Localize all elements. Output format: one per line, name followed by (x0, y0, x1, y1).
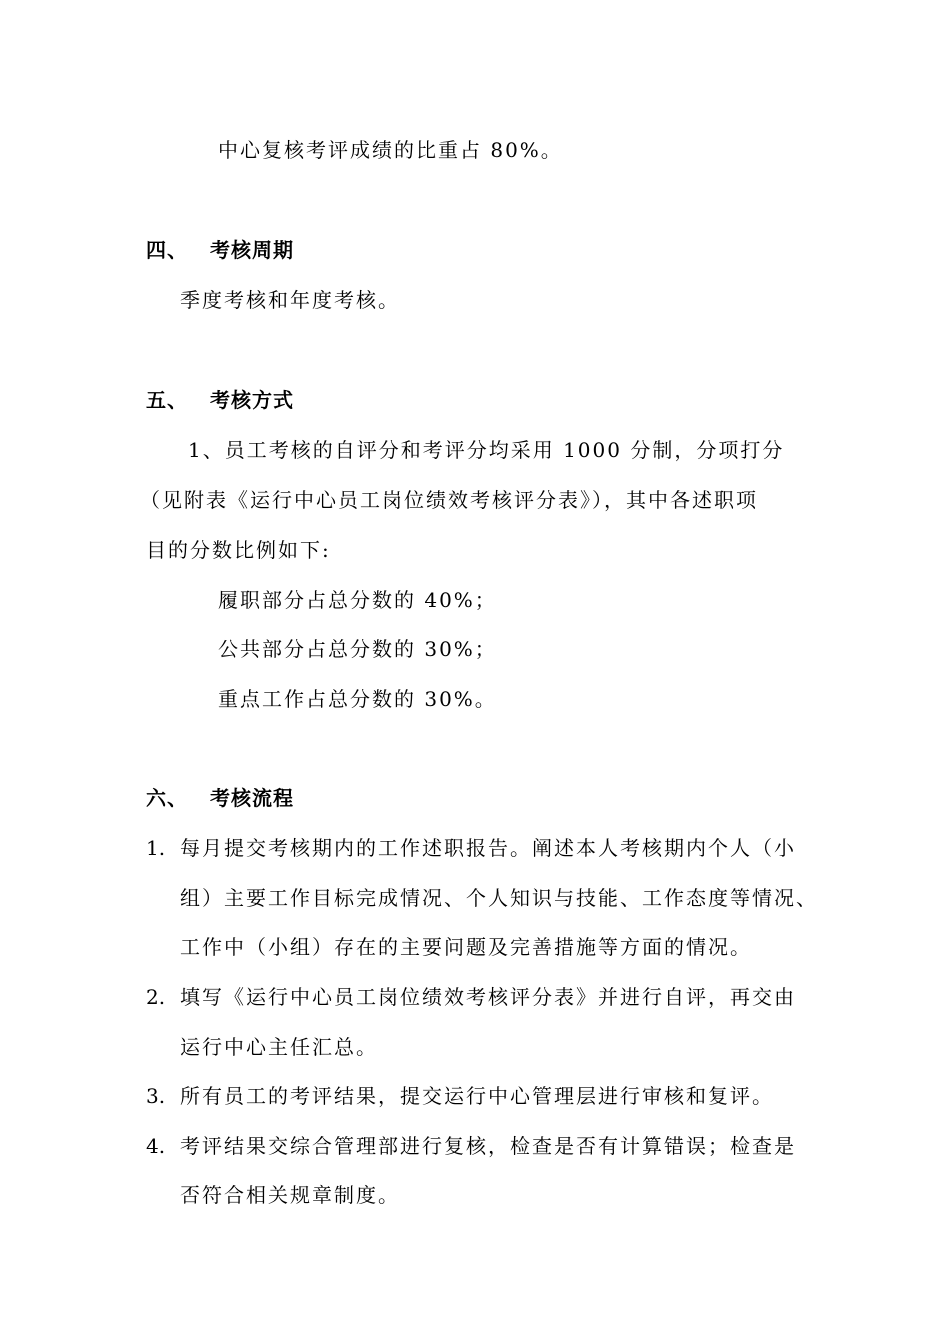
list-item-line: 否符合相关规章制度。 (180, 1183, 400, 1207)
section-6-title: 考核流程 (210, 786, 294, 810)
section-5-title: 考核方式 (210, 388, 294, 412)
section-5-number: 五、 (146, 388, 188, 412)
ratio-item: 公共部分占总分数的 30%； (218, 637, 497, 661)
section-5-para-line-2: （见附表《运行中心员工岗位绩效考核评分表》），其中各述职项 (140, 488, 758, 512)
list-item-line: 考评结果交综合管理部进行复核，检查是否有计算错误；检查是 (180, 1134, 796, 1158)
list-item-line: 工作中（小组）存在的主要问题及完善措施等方面的情况。 (180, 935, 752, 959)
list-item-line: 所有员工的考评结果，提交运行中心管理层进行审核和复评。 (180, 1084, 774, 1108)
list-item-line: 填写《运行中心员工岗位绩效考核评分表》并进行自评，再交由 (180, 985, 796, 1009)
section-5-para-line-3: 目的分数比例如下: (146, 538, 331, 562)
section-5-heading (146, 387, 294, 413)
list-item-number: 3. (146, 1084, 166, 1108)
section-6-heading (146, 785, 294, 811)
list-item-number: 2. (146, 985, 166, 1009)
list-item-line: 每月提交考核期内的工作述职报告。阐述本人考核期内个人（小 (180, 836, 796, 860)
list-item-line: 运行中心主任汇总。 (180, 1035, 378, 1059)
section-4-number: 四、 (146, 238, 188, 262)
ratio-item: 重点工作占总分数的 30%。 (218, 687, 497, 711)
list-item-number: 1. (146, 836, 166, 860)
intro-text: 中心复核考评成绩的比重占 80%。 (218, 138, 563, 162)
section-4-title: 考核周期 (210, 238, 294, 262)
list-item-number: 4. (146, 1134, 166, 1158)
ratio-item: 履职部分占总分数的 40%； (218, 588, 497, 612)
list-item-line: 组）主要工作目标完成情况、个人知识与技能、工作态度等情况、 (180, 886, 818, 910)
section-6-number: 六、 (146, 786, 188, 810)
section-4-heading (146, 237, 294, 263)
section-5-para-line-1: 1、员工考核的自评分和考评分均采用 1000 分制，分项打分 (188, 438, 785, 462)
section-4-body: 季度考核和年度考核。 (180, 288, 400, 312)
